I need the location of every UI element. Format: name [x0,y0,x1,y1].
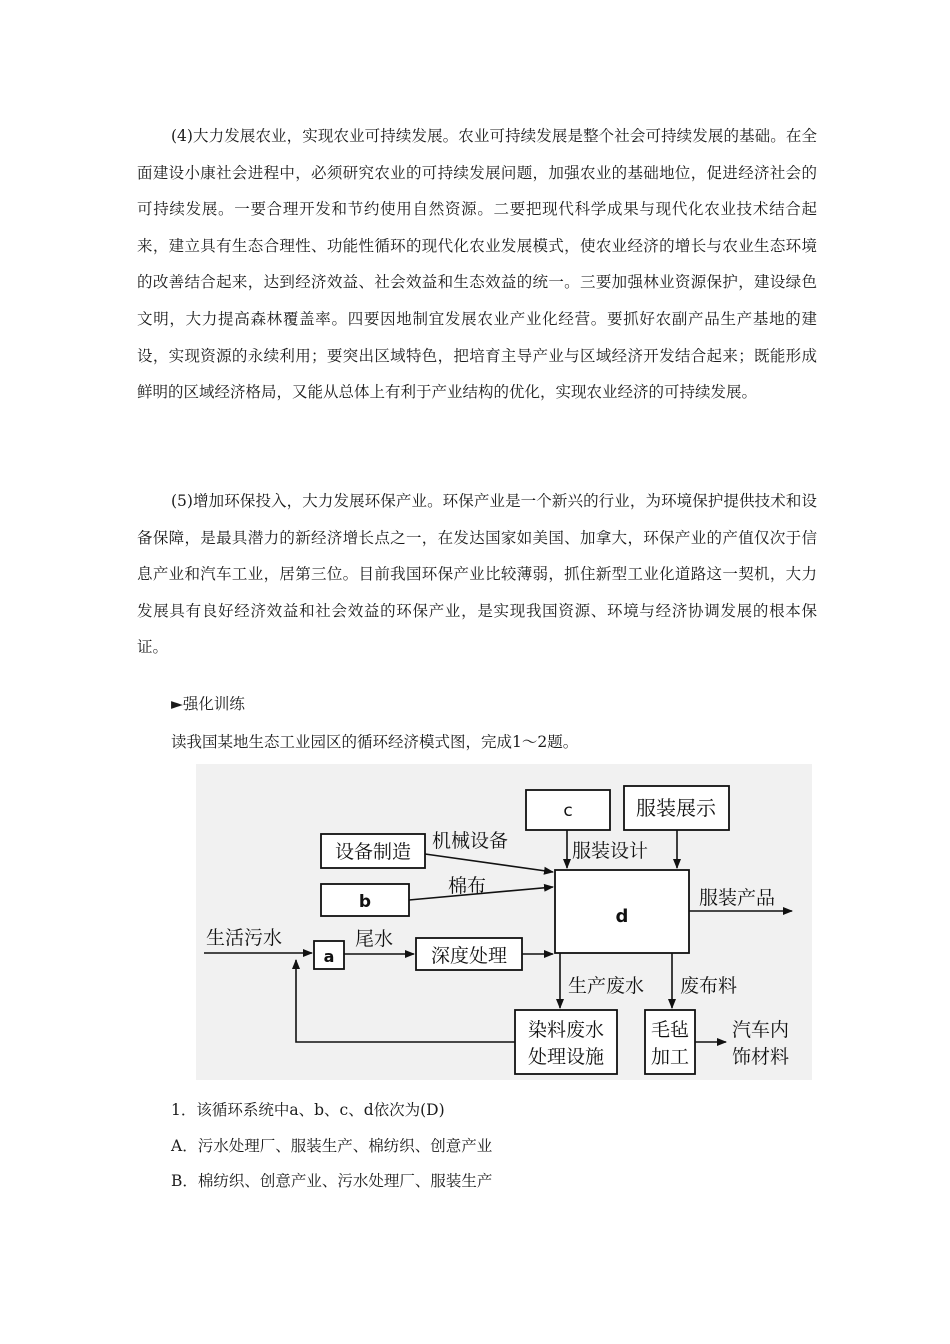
question-1: 1．该循环系统中a、b、c、d依次为(D) [171,1101,445,1119]
label-felt-line2: 加工 [650,1046,690,1068]
label-d: d [615,906,629,927]
question-intro: 读我国某地生态工业园区的循环经济模式图，完成1～2题。 [171,733,579,751]
label-dye-wastewater-line2: 处理设施 [527,1046,605,1068]
label-fashion-design: 服装设计 [572,840,649,862]
label-deep-treatment: 深度处理 [430,945,508,967]
label-tail-water: 尾水 [355,928,394,950]
label-dye-wastewater-line1: 染料废水 [527,1019,605,1041]
label-b: b [358,892,372,912]
label-domestic-sewage: 生活污水 [206,927,283,949]
label-auto-interior-line1: 汽车内 [732,1019,790,1041]
label-waste-cloth: 废布料 [680,975,738,997]
label-c: c [563,801,573,821]
label-machinery: 机械设备 [432,830,509,852]
paragraph-4-text: (4)大力发展农业，实现农业可持续发展。农业可持续发展是整个社会可持续发展的基础。在全面建设小康社会进程中，必须研究农业的可持续发展问题，加强农业的基础地位，促进经济社会的可持续发展。一要合理开发和节约使用自然资源。二要把现代科学成果与现代化农业技术结合起来，建立具有生态合理性、功能性循环的现代化农业发展模式，使农业经济的增长与农业生态环境的改善结合起来，达到经济效益、社会效益和生态效益的统一。三要加强林业资源保护，建设绿色文明，大力提高森林覆盖率。四要因地制宜发展农业产业化经营。要抓好农副产品生产基地的建设，实现资源的永续利用；要突出区域特色，把培育主导产业与区域经济开发结合起来；既能形成鲜明的区域经济格局，又能从总体上有利于产业结构的优化，实现农业经济的可持续发展。 [137,127,817,402]
option-a: A．污水处理厂、服装生产、棉纺织、创意产业 [171,1137,493,1155]
label-fashion-show: 服装展示 [636,796,716,820]
label-felt-line1: 毛毡 [650,1019,690,1041]
label-cotton-cloth: 棉布 [448,875,487,897]
paragraph-4 [137,118,817,411]
label-a: a [323,947,335,966]
paragraph-5-text: (5)增加环保投入，大力发展环保产业。环保产业是一个新兴的行业，为环境保护提供技术和设备保障，是最具潜力的新经济增长点之一，在发达国家如美国、加拿大，环保产业的产值仅次于信息产业和汽车工业，居第三位。目前我国环保产业比较薄弱，抓住新型工业化道路这一契机，大力发展具有良好经济效益和社会效益的环保产业，是实现我国资源、环境与经济协调发展的根本保证。 [137,492,817,657]
option-b: B．棉纺织、创意产业、污水处理厂、服装生产 [171,1172,493,1190]
circular-economy-diagram [196,764,812,1080]
label-equipment-manufacturing: 设备制造 [334,841,412,863]
label-production-wastewater: 生产废水 [568,975,645,997]
training-heading: ►强化训练 [171,695,245,713]
label-auto-interior-line2: 饰材料 [732,1046,790,1068]
label-clothing-products: 服装产品 [699,887,776,909]
paragraph-5 [137,483,817,666]
